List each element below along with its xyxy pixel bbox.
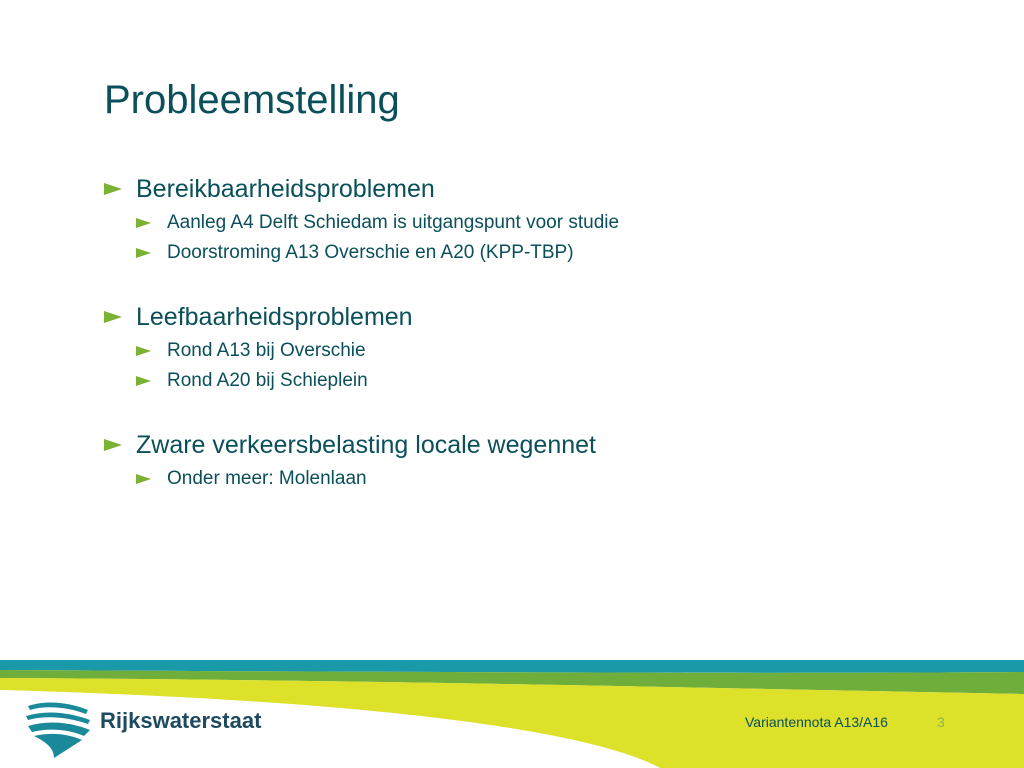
footer-document-title: Variantennota A13/A16 (745, 714, 888, 730)
bullet-level2 (136, 240, 574, 266)
bullet-level1 (104, 172, 435, 206)
bullet-level1 (104, 300, 413, 334)
bullet-text: Rond A13 bij Overschie (167, 340, 366, 361)
right-triangle-icon (136, 376, 151, 386)
bullet-text: Doorstroming A13 Overschie en A20 (KPP-TBP) (167, 242, 574, 263)
bullet-level2 (136, 210, 619, 236)
brand-name: Rijkswaterstaat (100, 708, 262, 733)
bullet-level2 (136, 338, 366, 364)
right-triangle-icon (104, 439, 122, 451)
bullet-text: Aanleg A4 Delft Schiedam is uitgangspunt voor studie (167, 212, 620, 233)
page-number: 3 (937, 714, 945, 730)
bullet-text: Onder meer: Molenlaan (167, 468, 367, 489)
bullet-level2 (136, 368, 368, 394)
right-triangle-icon (104, 183, 122, 195)
right-triangle-icon (136, 248, 151, 258)
right-triangle-icon (136, 474, 151, 484)
bullet-level2 (136, 466, 367, 492)
right-triangle-icon (136, 346, 151, 356)
right-triangle-icon (136, 218, 151, 228)
bullet-text: Zware verkeersbelasting locale wegennet (136, 430, 596, 459)
bullet-level1 (104, 428, 596, 462)
right-triangle-icon (104, 311, 122, 323)
bullet-text: Rond A20 bij Schieplein (167, 370, 368, 391)
slide-title: Probleemstelling (104, 78, 400, 122)
rijkswaterstaat-logo-icon (24, 698, 94, 760)
bullet-text: Bereikbaarheidsproblemen (136, 174, 435, 203)
bullet-text: Leefbaarheidsproblemen (136, 302, 413, 331)
